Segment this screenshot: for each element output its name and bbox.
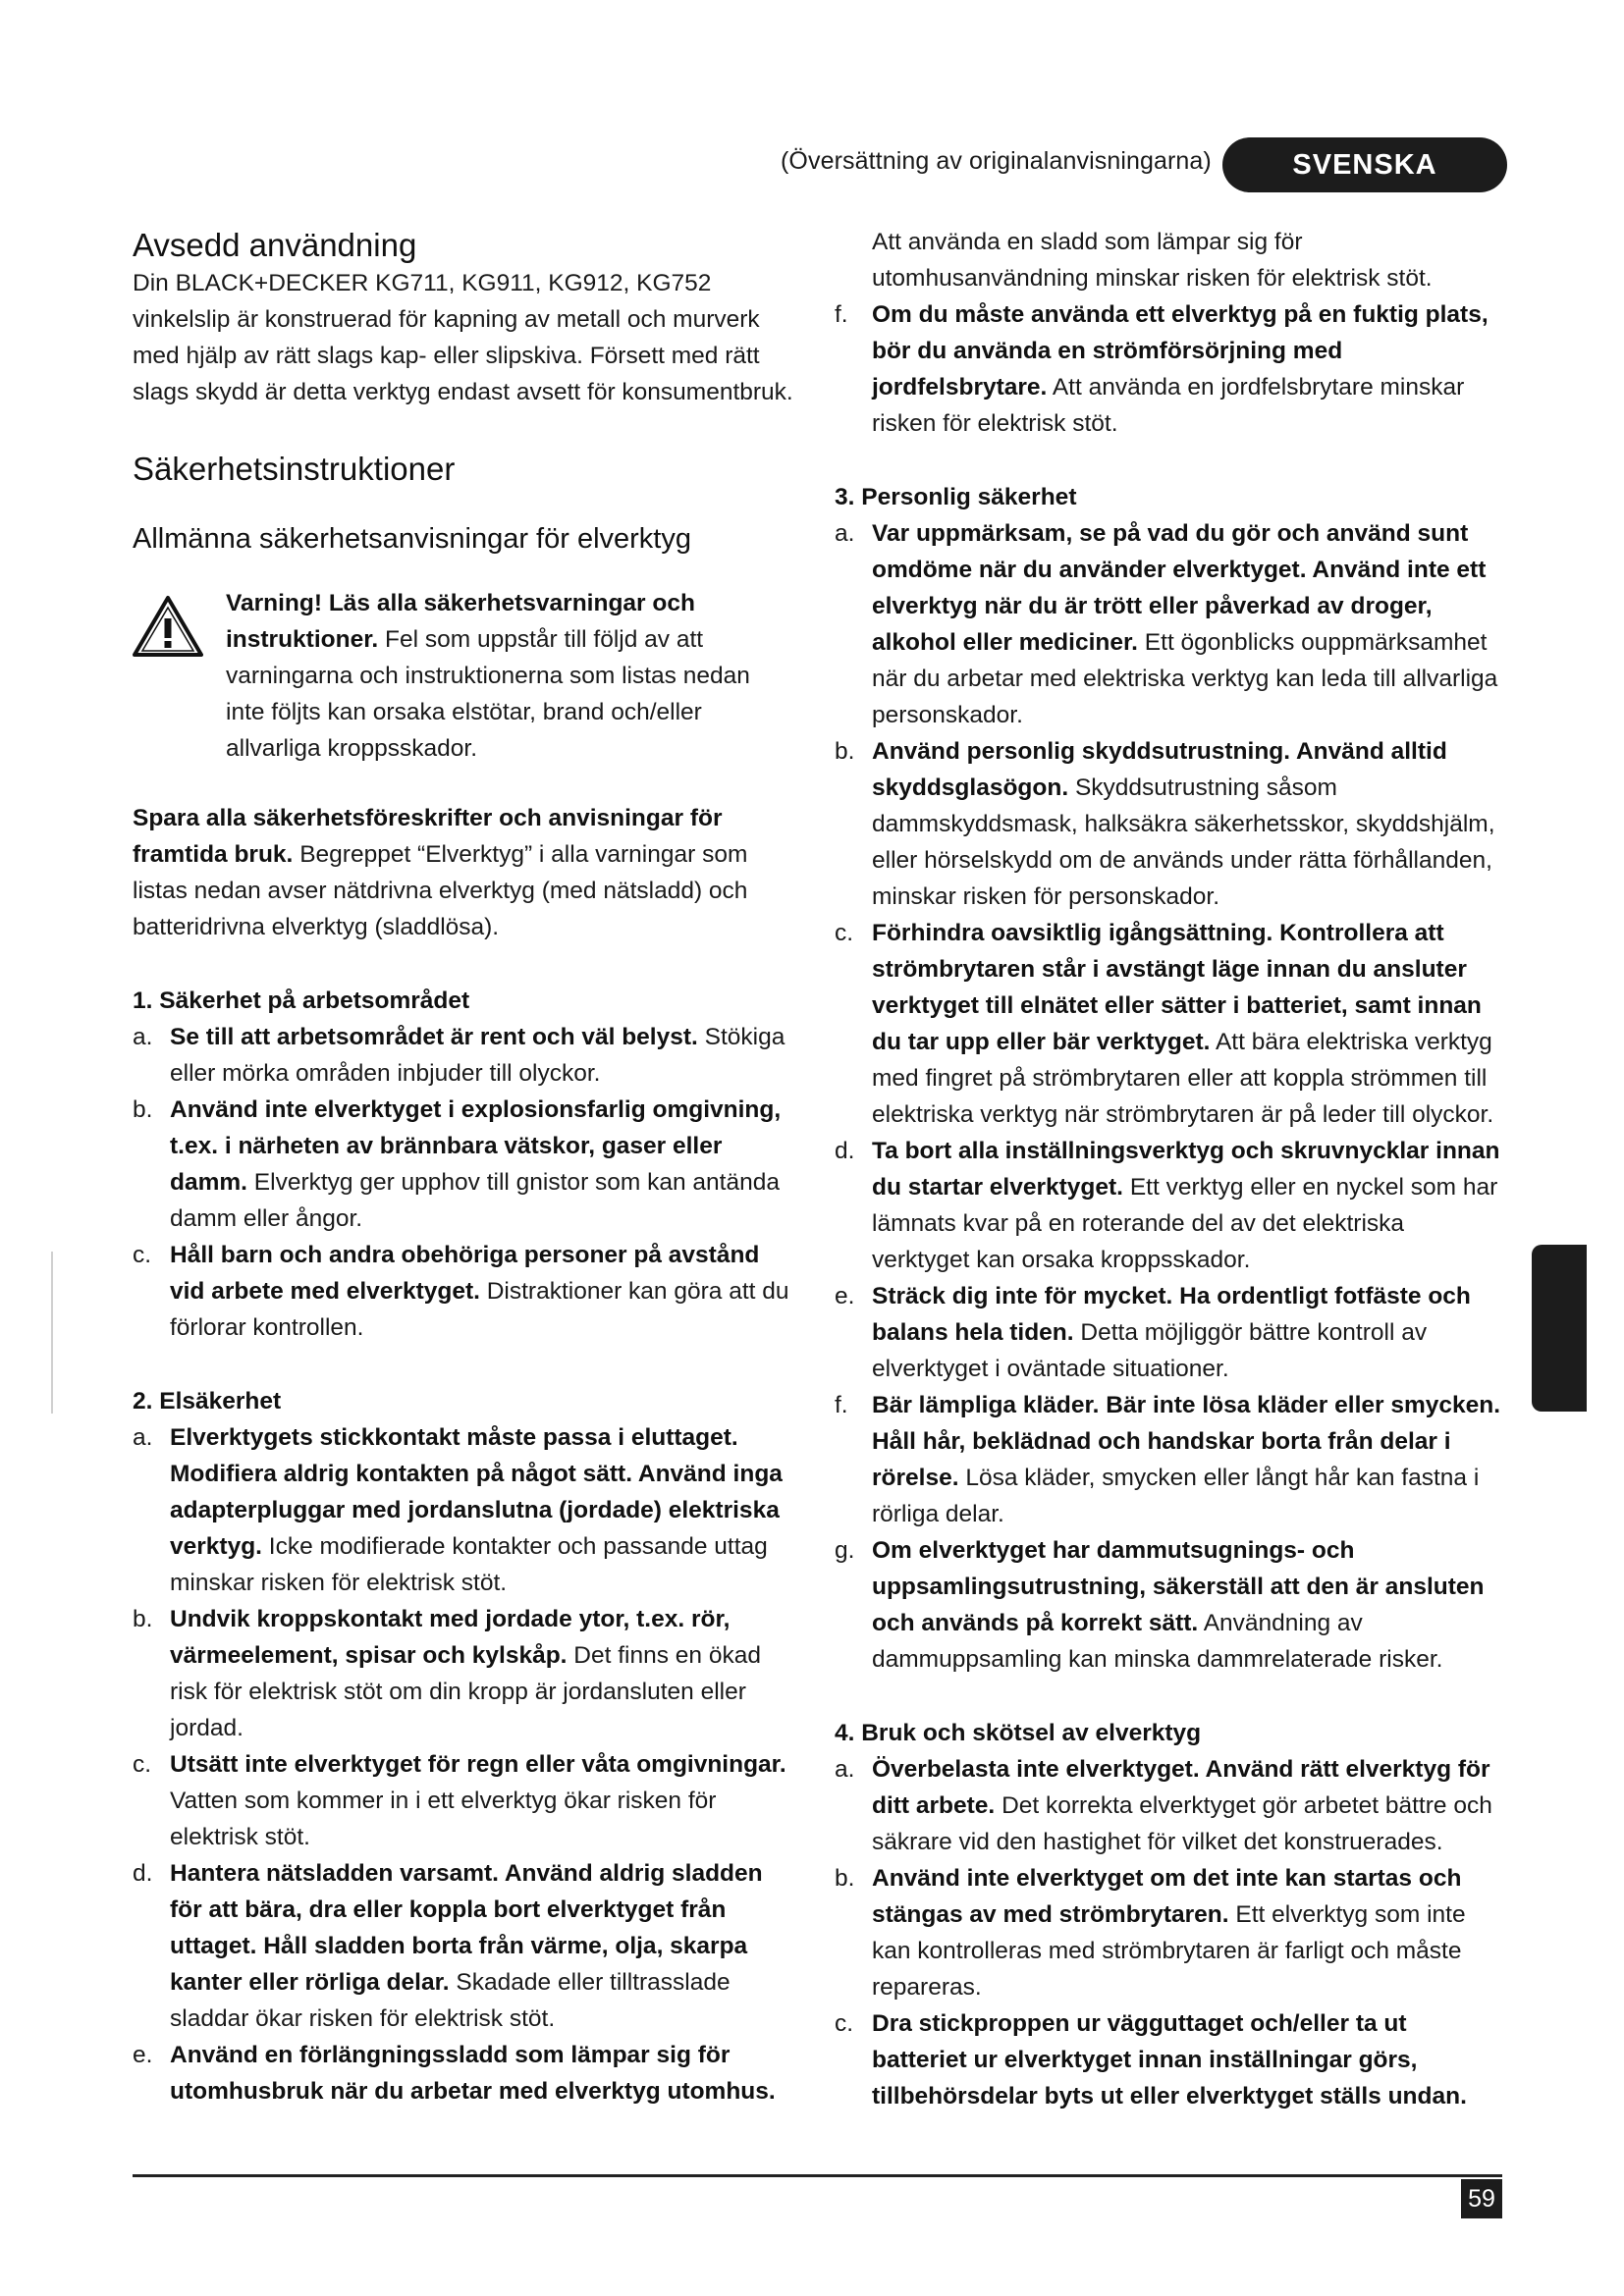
- section-title: 1. Säkerhet på arbetsområdet: [133, 988, 470, 1014]
- section-title: 4. Bruk och skötsel av elverktyg: [835, 1720, 1202, 1746]
- list-item: e. Sträck dig inte för mycket. Ha ordentligt fotfäste och balans hela tiden. Detta möjliggör bättre kontroll av elverktyget i oväntade situationer.: [835, 1283, 1471, 1382]
- warning-triangle-icon: [133, 595, 203, 658]
- list-item: f. Om du måste använda ett elverktyg på en fuktig plats, bör du använda en strömförsörjning med jordfelsbrytare. Att använda en jordfelsbrytare minskar risken för elektrisk stöt.: [835, 301, 1489, 437]
- list-item: d. Ta bort alla inställningsverktyg och skruvnycklar innan du startar elverktyget. Ett verktyg eller en nyckel som har lämnats kvar på en roterande del av det elektriska verktyget kan orsaka kroppsskador.: [835, 1138, 1500, 1273]
- warning-block: [133, 585, 795, 767]
- section-title: 3. Personlig säkerhet: [835, 484, 1077, 510]
- header-subtitle: (Översättning av originalanvisningarna): [781, 147, 1212, 175]
- list-item: b. Använd inte elverktyget i explosionsfarlig omgivning, t.ex. i närheten av brännbara vätskor, gaser eller damm. Elverktyg ger upphov till gnistor som kan antända damm eller ångor.: [133, 1096, 782, 1232]
- list-item: c. Utsätt inte elverktyget för regn eller våta omgivningar. Vatten som kommer in i ett elverktyg ökar risken för elektrisk stöt.: [133, 1751, 786, 1850]
- list-item: a. Elverktygets stickkontakt måste passa i eluttaget. Modifiera aldrig kontakten på något sätt. Använd inga adapterpluggar med jordanslutna (jordade) elektriska verktyg. Icke modifierade kontakter och passande uttag minskar risken för elektrisk stöt.: [133, 1424, 783, 1596]
- intended-use-body: Din BLACK+DECKER KG711, KG911, KG912, KG752 vinkelslip är konstruerad för kapning av metall och murverk med hjälp av rätt slags kap- eller slipskiva. Försett med rätt slags skydd är detta verktyg endast avsett för konsumentbruk.: [133, 270, 793, 405]
- page-number: 59: [1461, 2179, 1502, 2218]
- list-item: e. Använd en förlängningssladd som lämpar sig för utomhusbruk när du arbetar med elverktyg utomhus.: [133, 2042, 776, 2105]
- list-item: g. Om elverktyget har dammutsugnings- och uppsamlingsutrustning, säkerställ att den är ansluten och används på korrekt sätt. Användning av dammuppsamling kan minska dammrelaterade risker.: [835, 1537, 1485, 1673]
- list-item: f. Bär lämpliga kläder. Bär inte lösa kläder eller smycken. Håll hår, beklädnad och handskar borta från delar i rörelse. Lösa kläder, smycken eller långt hår kan fastna i rörliga delar.: [835, 1392, 1501, 1527]
- list-item: c. Förhindra oavsiktlig igångsättning. Kontrollera att strömbrytaren står i avstängt läge innan du ansluter verktyget till elnätet eller sätter i batteriet, samt innan du tar upp eller bär verktyget. Att bära elektriska verktyg med fingret på strömbrytaren eller att koppla strömmen till elektriska verktyg när strömbrytaren är på leder till olyckor.: [835, 920, 1494, 1128]
- list-item: c. Håll barn och andra obehöriga personer på avstånd vid arbete med elverktyget. Distraktioner kan göra att du förlorar kontrollen.: [133, 1242, 789, 1341]
- right-column: [835, 224, 1502, 2114]
- left-column: [133, 226, 795, 2109]
- warning-bold: Varning! Läs alla säkerhetsvarningar och instruktioner.: [226, 590, 695, 653]
- section-title: 2. Elsäkerhet: [133, 1388, 282, 1415]
- warning-body: Fel som uppstår till följd av att varningarna och instruktionerna som listas nedan inte följts kan orsaka elstötar, brand och/eller allvarliga kroppsskador.: [226, 626, 750, 762]
- list-item: a. Överbelasta inte elverktyget. Använd rätt elverktyg för ditt arbete. Det korrekta elverktyget gör arbetet bättre och säkrare vid den hastighet för vilket det konstruerades.: [835, 1756, 1492, 1855]
- list-item: b. Använd personlig skyddsutrustning. Använd alltid skyddsglasögon. Skyddsutrustning såsom dammskyddsmask, halksäkra säkerhetsskor, skyddshjälm, eller hörselskydd om de används under rätta förhållanden, minskar risken för personskador.: [835, 738, 1495, 910]
- list-item: a. Var uppmärksam, se på vad du gör och använd sunt omdöme när du använder elverktyget. Använd inte ett elverktyg när du är trött eller påverkad av droger, alkohol eller mediciner. Ett ögonblicks ouppmärksamhet när du arbetar med elektriska verktyg kan leda till allvarliga personskador.: [835, 520, 1498, 728]
- general-safety-title: Allmänna säkerhetsanvisningar för elverktyg: [133, 523, 691, 555]
- save-body: Begreppet “Elverktyg” i alla varningar som listas nedan avser nätdrivna elverktyg (med nätsladd) och batteridrivna elverktyg (sladdlösa).: [133, 841, 748, 940]
- list-item: b. Använd inte elverktyget om det inte kan startas och stängas av med strömbrytaren. Ett elverktyg som inte kan kontrolleras med strömbrytaren är farligt och måste repareras.: [835, 1865, 1466, 2001]
- margin-mark: [51, 1252, 53, 1414]
- warning-text: [226, 585, 795, 767]
- continuation-text: Att använda en sladd som lämpar sig för utomhusanvändning minskar risken för elektrisk stöt.: [872, 229, 1433, 292]
- list-item: d. Hantera nätsladden varsamt. Använd aldrig sladden för att bära, dra eller koppla bort elverktyget från uttaget. Håll sladden borta från värme, olja, skarpa kanter eller rörliga delar. Skadade eller tilltrasslade sladdar ökar risken för elektrisk stöt.: [133, 1860, 763, 2032]
- footer-rule: [133, 2174, 1502, 2177]
- save-instructions: [133, 800, 795, 945]
- section-tab: [1532, 1245, 1587, 1412]
- safety-title: Säkerhetsinstruktioner: [133, 451, 456, 487]
- save-bold: Spara alla säkerhetsföreskrifter och anvisningar för framtida bruk.: [133, 805, 723, 868]
- list-item: b. Undvik kroppskontakt med jordade ytor, t.ex. rör, värmeelement, spisar och kylskåp. Det finns en ökad risk för elektrisk stöt om din kropp är jordansluten eller jordad.: [133, 1606, 761, 1741]
- list-item: c. Dra stickproppen ur vägguttaget och/eller ta ut batteriet ur elverktyget innan inställningar görs, tillbehörsdelar byts ut eller elverktyget ställs undan.: [835, 2010, 1467, 2109]
- language-badge: SVENSKA: [1222, 137, 1507, 192]
- list-item: a. Se till att arbetsområdet är rent och väl belyst. Stökiga eller mörka områden inbjuder till olyckor.: [133, 1024, 785, 1087]
- intended-use-title: Avsedd användning: [133, 227, 417, 263]
